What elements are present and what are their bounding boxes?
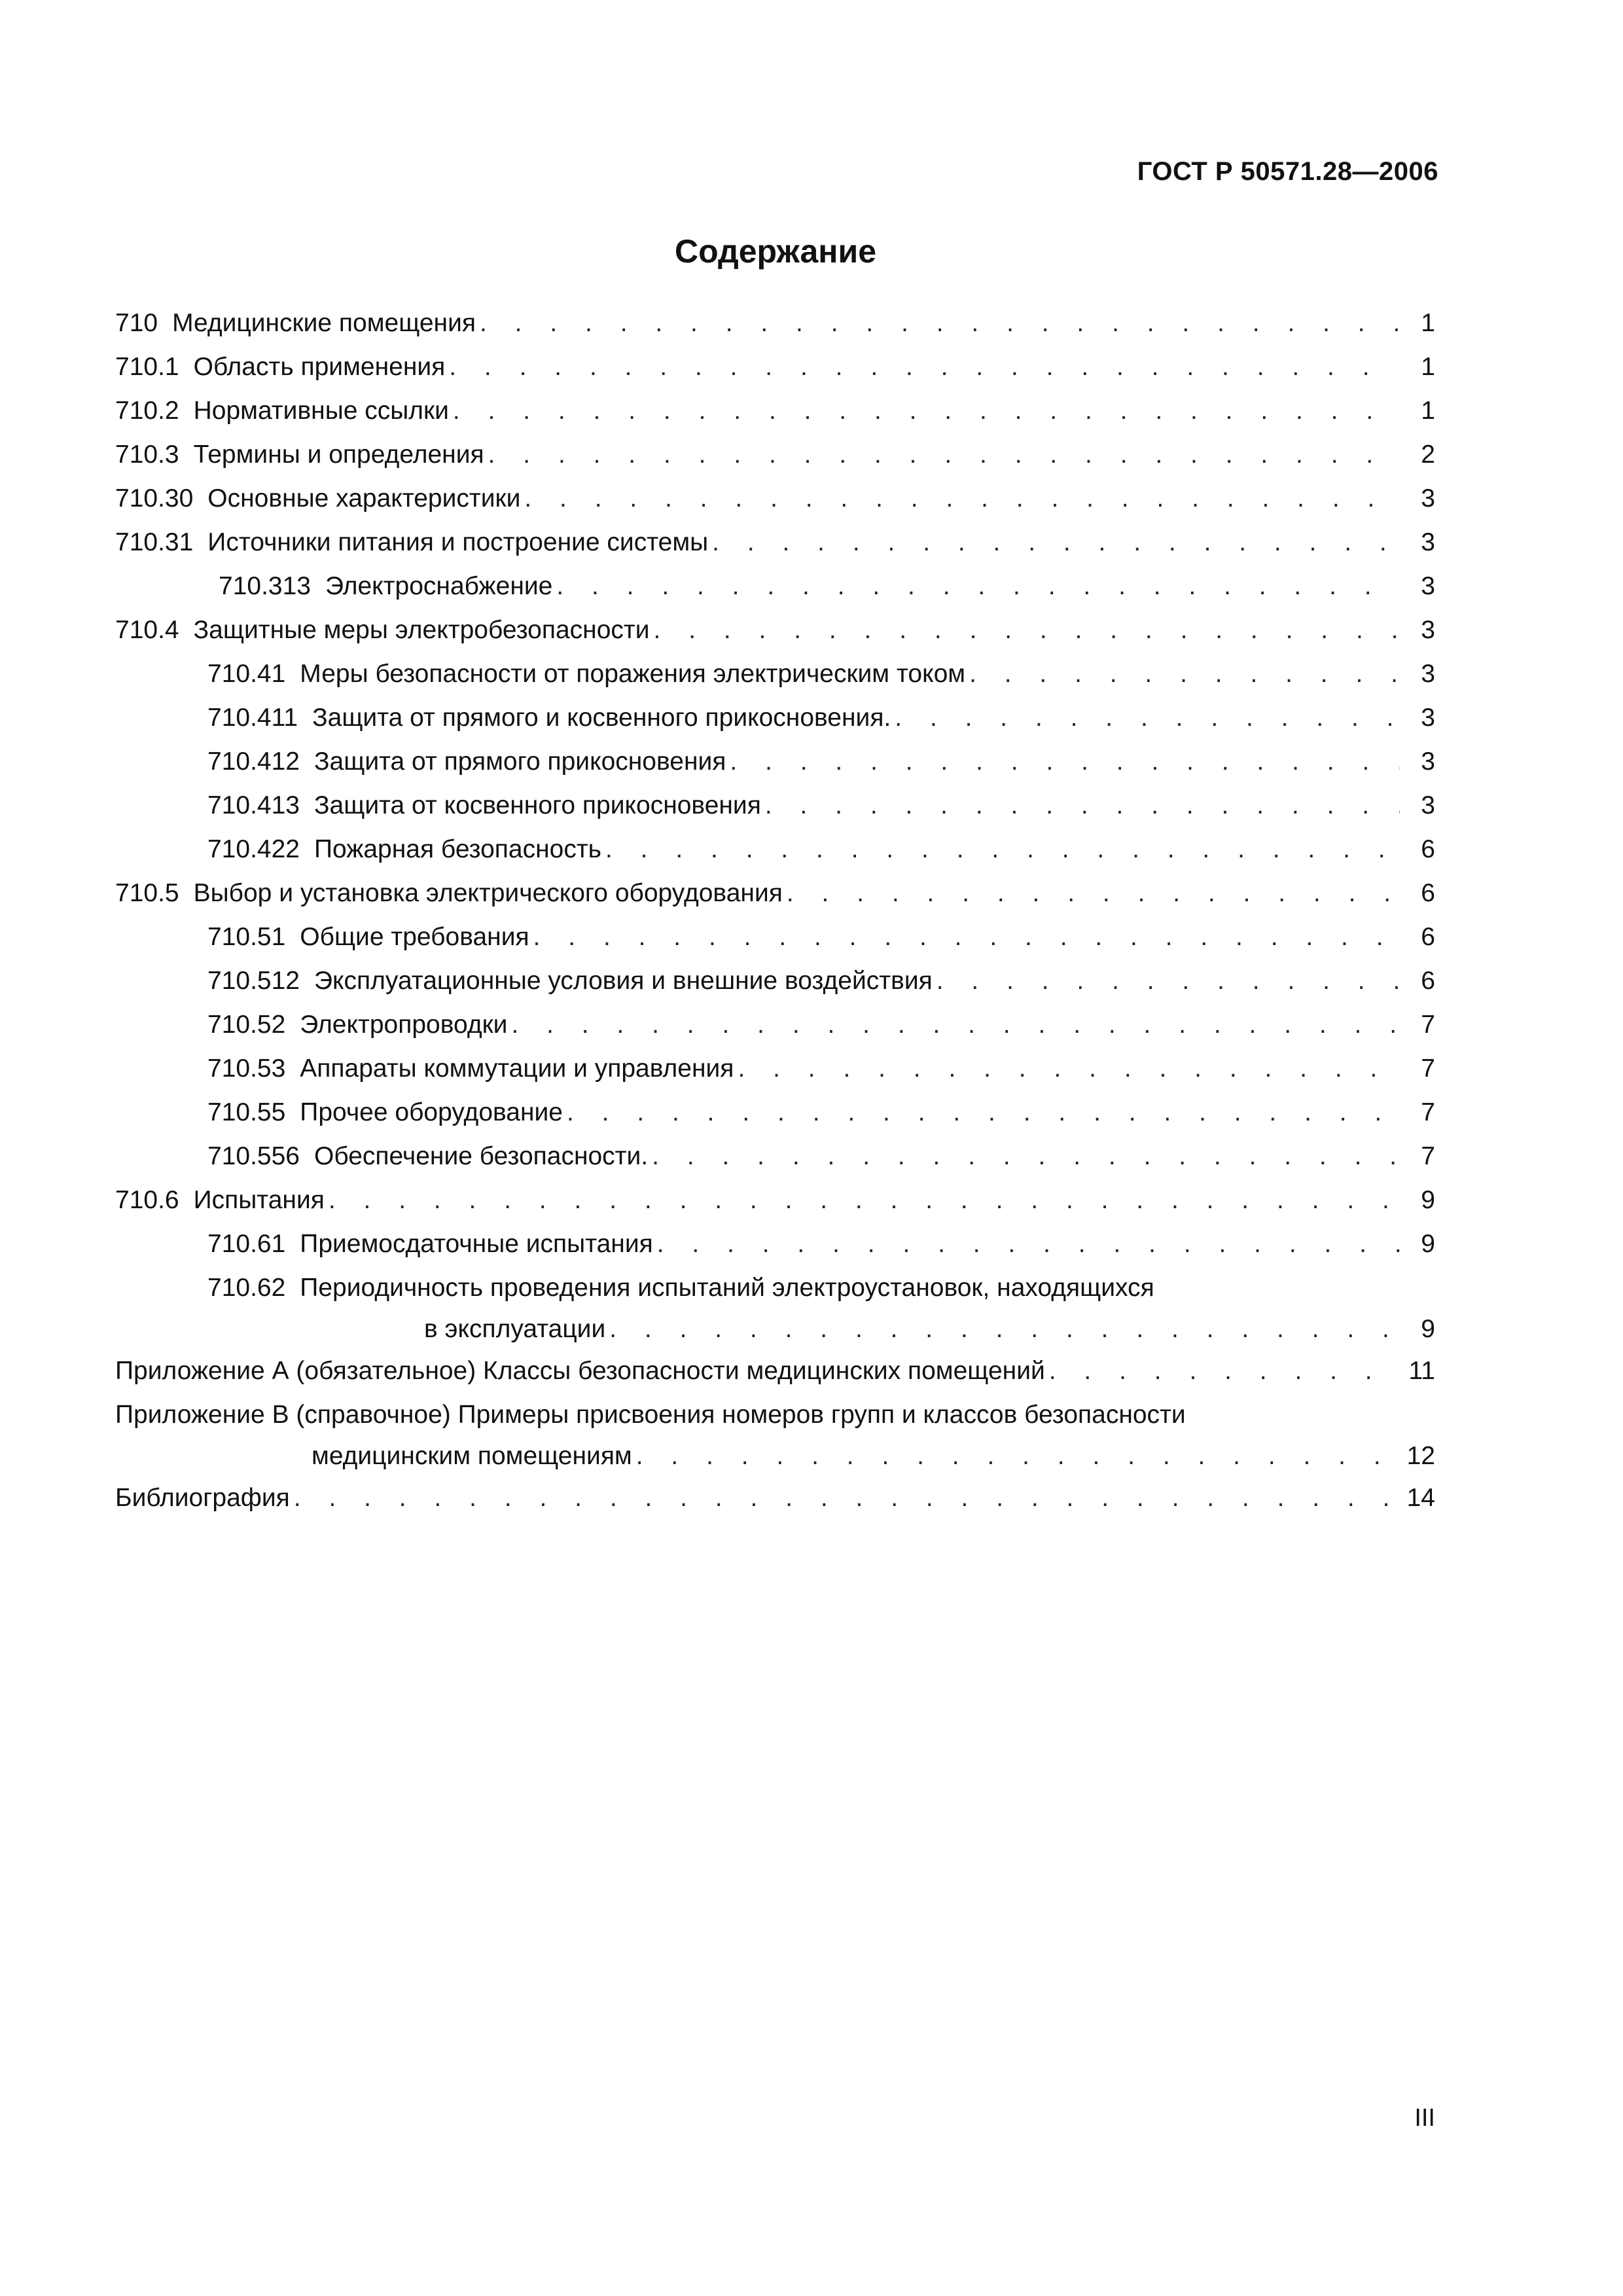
toc-entry-number: 710.412 [207,747,300,776]
toc-entry-title: Источники питания и построение системы [207,528,709,556]
toc-entry-page: 9 [1421,1230,1435,1258]
toc-entry-number: 710.6 [115,1186,179,1214]
toc-entry-title: Защита от прямого прикосновения [313,747,726,776]
toc-entry-number: 710.556 [207,1142,300,1170]
toc-entry-page: 3 [1421,484,1435,512]
toc-entry[interactable] [115,827,1435,871]
toc-entry[interactable] [115,915,1435,959]
page-number: III [1414,2104,1435,2132]
toc-entry[interactable] [115,1047,1435,1090]
toc-entry-appendix-a[interactable] [115,1349,1435,1393]
toc-entry-title: Эксплуатационные условия и внешние воздействия [313,967,933,995]
table-of-contents [115,301,1435,1520]
toc-entry-number: 710.5 [115,879,179,907]
toc-entry-number: 710.53 [207,1054,286,1083]
toc-entry-page: 9 [1421,1186,1435,1214]
toc-entry-second-line [207,1310,1435,1349]
dot-leader [605,827,1400,871]
toc-entry-number: 710.51 [207,923,286,951]
dot-leader [730,740,1400,783]
toc-entry-title: Термины и определения [193,440,484,469]
dot-leader [449,345,1400,389]
toc-entry-number: 710.62 [207,1274,286,1302]
toc-entry-title: Меры безопасности от поражения электрическим током [300,660,966,688]
toc-entry-title: Нормативные ссылки [193,397,449,425]
toc-entry-title: Защита от косвенного прикосновения [313,791,761,819]
dot-leader [609,1310,1400,1349]
dot-leader [969,652,1400,696]
toc-entry-number: 710.30 [115,484,194,512]
toc-entry-page: 3 [1421,616,1435,644]
dot-leader [294,1476,1400,1520]
toc-entry-first-line [115,1393,1435,1437]
dot-leader [654,608,1400,652]
dot-leader [511,1003,1400,1047]
toc-entry[interactable] [115,740,1435,783]
toc-entry-number: 710.55 [207,1098,286,1126]
toc-entry[interactable] [115,871,1435,915]
dot-leader [556,564,1400,608]
toc-entry-title: Защитные меры электробезопасности [193,616,650,644]
toc-entry-page: 12 [1406,1442,1435,1470]
toc-entry-number: 710.4 [115,616,179,644]
toc-entry-title: Приложение В (справочное) Примеры присвоения номеров групп и классов безопасности [115,1401,1186,1429]
dot-leader [738,1047,1400,1090]
toc-entry-title: Защита от прямого и косвенного прикосновения. [312,704,891,732]
toc-entry-page: 1 [1421,397,1435,425]
dot-leader [895,696,1400,740]
toc-entry[interactable] [115,608,1435,652]
toc-entry[interactable] [115,1134,1435,1178]
dot-leader [567,1090,1400,1134]
toc-entry[interactable] [115,345,1435,389]
toc-entry-page: 6 [1421,835,1435,863]
dot-leader [533,915,1400,959]
toc-entry-page: 9 [1421,1315,1435,1343]
toc-entry[interactable] [115,301,1435,345]
toc-entry[interactable] [115,520,1435,564]
toc-entry-first-line [207,1266,1435,1310]
toc-entry-page: 7 [1421,1011,1435,1039]
dot-leader [765,783,1400,827]
toc-entry-page: 1 [1421,309,1435,337]
toc-entry-number: 710.52 [207,1011,286,1039]
toc-entry-page: 6 [1421,967,1435,995]
toc-entry[interactable] [115,433,1435,476]
toc-entry-page: 3 [1421,791,1435,819]
toc-entry-number: 710 [115,309,158,337]
toc-entry-number: 710.313 [219,572,311,600]
page-title: Содержание [674,233,877,270]
dot-leader [936,959,1400,1003]
toc-entry-title: Основные характеристики [207,484,521,512]
toc-entry-page: 1 [1421,353,1435,381]
toc-entry-page: 7 [1421,1098,1435,1126]
toc-entry-bibliography[interactable] [115,1476,1435,1520]
toc-entry[interactable] [115,1178,1435,1222]
toc-entry-number: 710.413 [207,791,300,819]
toc-entry-title: Общие требования [300,923,529,951]
toc-entry-title-continued: в эксплуатации [424,1315,606,1343]
toc-entry-appendix-b[interactable] [115,1393,1435,1476]
toc-entry-number: 710.411 [207,704,298,732]
document-code: ГОСТ Р 50571.28—2006 [1137,157,1438,186]
toc-entry-number: 710.1 [115,353,179,381]
toc-entry-page: 2 [1421,440,1435,469]
toc-entry-page: 3 [1421,572,1435,600]
toc-entry[interactable] [115,783,1435,827]
toc-entry[interactable] [115,476,1435,520]
toc-entry-number: 710.2 [115,397,179,425]
dot-leader [636,1437,1400,1476]
toc-entry-page: 7 [1421,1054,1435,1083]
toc-entry[interactable] [115,1090,1435,1134]
dot-leader [712,520,1400,564]
toc-entry-title: Библиография [115,1484,290,1512]
toc-entry[interactable] [115,1003,1435,1047]
toc-entry[interactable] [115,1266,1435,1349]
toc-entry-second-line [115,1437,1435,1476]
toc-entry-title: Прочее оборудование [300,1098,563,1126]
dot-leader [1049,1349,1400,1393]
toc-entry-number: 710.3 [115,440,179,469]
toc-entry-number: 710.31 [115,528,194,556]
toc-entry-page: 3 [1421,528,1435,556]
toc-entry-page: 3 [1421,747,1435,776]
toc-entry-number: 710.41 [207,660,286,688]
toc-entry[interactable] [115,959,1435,1003]
toc-entry-title: Приемосдаточные испытания [300,1230,653,1258]
toc-entry-title: Аппараты коммутации и управления [300,1054,734,1083]
toc-entry-title: Выбор и установка электрического оборудования [193,879,783,907]
toc-entry-page: 14 [1406,1484,1435,1512]
toc-entry[interactable] [115,652,1435,696]
toc-entry-title: Электропроводки [300,1011,508,1039]
toc-entry-title: Электроснабжение [325,572,553,600]
toc-entry-number: 710.512 [207,967,300,995]
dot-leader [329,1178,1400,1222]
dot-leader [657,1222,1400,1266]
dot-leader [488,433,1400,476]
toc-entry-title: Пожарная безопасность [313,835,602,863]
toc-entry-number: 710.61 [207,1230,286,1258]
toc-entry-title: Периодичность проведения испытаний электроустановок, находящихся [300,1274,1154,1302]
toc-entry[interactable] [115,564,1435,608]
dot-leader [453,389,1400,433]
toc-entry[interactable] [115,696,1435,740]
dot-leader [652,1134,1400,1178]
toc-entry-title: Область применения [193,353,446,381]
toc-entry-title-continued: медицинским помещениям [312,1442,632,1470]
dot-leader [480,301,1400,345]
toc-entry-title: Приложение А (обязательное) Классы безопасности медицинских помещений [115,1357,1045,1385]
toc-entry-title: Обеспечение безопасности. [313,1142,649,1170]
toc-entry-title: Испытания [193,1186,325,1214]
toc-entry-number: 710.422 [207,835,300,863]
toc-entry-page: 6 [1421,923,1435,951]
toc-entry[interactable] [115,389,1435,433]
toc-entry-title: Медицинские помещения [172,309,476,337]
toc-entry-page: 3 [1421,704,1435,732]
toc-entry[interactable] [115,1222,1435,1266]
dot-leader [524,476,1400,520]
toc-entry-page: 11 [1408,1357,1435,1385]
toc-entry-page: 6 [1421,879,1435,907]
toc-entry-page: 3 [1421,660,1435,688]
dot-leader [787,871,1400,915]
toc-entry-page: 7 [1421,1142,1435,1170]
